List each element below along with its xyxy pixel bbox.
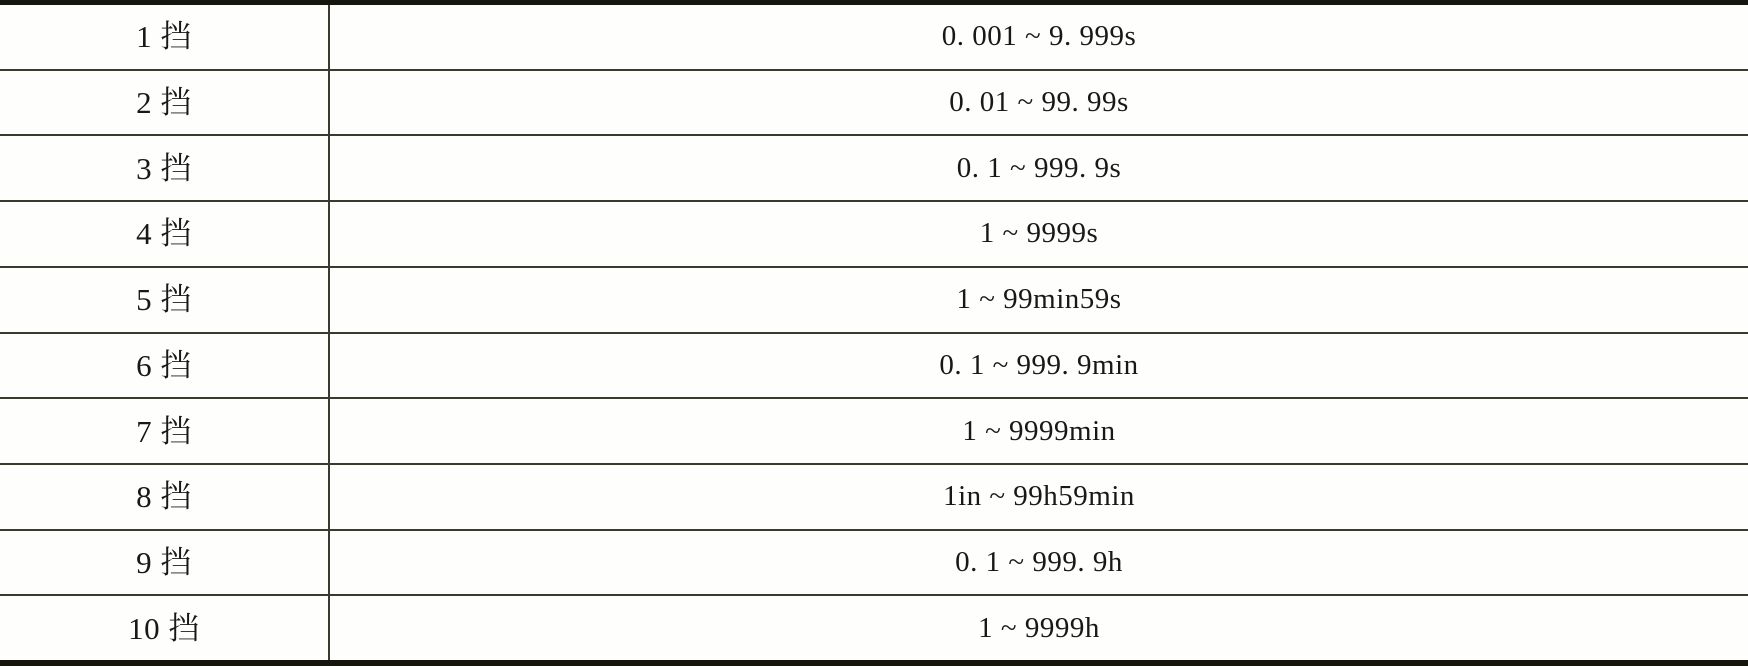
gear-label-cell: 6 挡	[0, 334, 330, 398]
time-range-cell: 0. 001 ~ 9. 999s	[941, 20, 1137, 53]
time-range-cell: 0. 01 ~ 99. 99s	[949, 86, 1129, 119]
table-row	[0, 399, 1748, 465]
table-row	[0, 268, 1748, 334]
table-row	[0, 71, 1748, 137]
table-row	[0, 531, 1748, 597]
time-range-cell: 1 ~ 9999min	[962, 414, 1116, 447]
table-row	[0, 202, 1748, 268]
gear-label-cell: 9 挡	[0, 531, 330, 595]
time-range-cell: 1 ~ 9999h	[978, 611, 1100, 644]
time-range-cell: 1in ~ 99h59min	[943, 480, 1135, 513]
table-row	[0, 5, 1748, 71]
table-row	[0, 136, 1748, 202]
table-row	[0, 465, 1748, 531]
table-row	[0, 334, 1748, 400]
time-range-cell: 1 ~ 99min59s	[956, 283, 1122, 316]
gear-label-cell: 2 挡	[0, 71, 330, 135]
table-row	[0, 596, 1748, 660]
gear-label-cell: 1 挡	[0, 5, 330, 69]
time-range-cell: 1 ~ 9999s	[979, 217, 1099, 250]
gear-label-cell: 3 挡	[0, 136, 330, 200]
gear-label-cell: 5 挡	[0, 268, 330, 332]
time-range-cell: 0. 1 ~ 999. 9min	[939, 348, 1139, 381]
time-range-cell: 0. 1 ~ 999. 9s	[956, 151, 1122, 184]
gear-label-cell: 10 挡	[0, 596, 330, 660]
gear-label-cell: 4 挡	[0, 202, 330, 266]
time-range-cell: 0. 1 ~ 999. 9h	[955, 545, 1123, 578]
gear-label-cell: 7 挡	[0, 399, 330, 463]
gear-label-cell: 8 挡	[0, 465, 330, 529]
